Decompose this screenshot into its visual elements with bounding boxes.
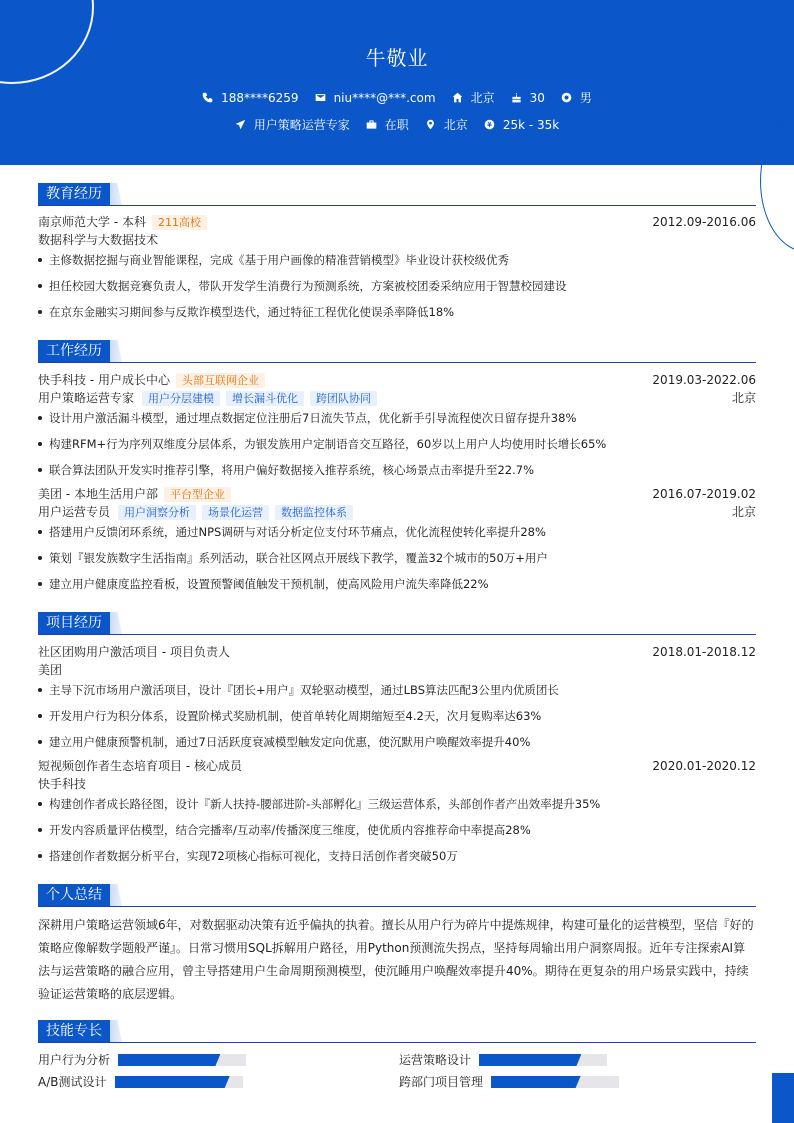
company-tag: 头部互联网企业 xyxy=(176,373,265,388)
salary-info xyxy=(484,118,559,132)
email-text: niu****@***.com xyxy=(333,90,436,105)
job-bullet: 联合算法团队开发实时推荐引擎，将用户偏好数据接入推荐系统，核心场景点击率提升至22.7% xyxy=(38,462,756,478)
education-school-line xyxy=(38,214,756,230)
project-bullet: 构建创作者成长路径图，设计『新人扶持-腰部进阶-头部孵化』三级运营体系，头部创作者产出效率提升35% xyxy=(38,796,756,812)
summary-section-title xyxy=(38,884,756,907)
job-bullet: 策划『银发族数字生活指南』系列活动，联合社区网点开展线下教学，覆盖32个城市的50万+用户 xyxy=(38,550,756,566)
project-name-line xyxy=(38,758,756,774)
project-org: 快手科技 xyxy=(38,777,87,791)
skill-tag: 用户洞察分析 xyxy=(118,505,196,520)
heading-decoration xyxy=(110,183,122,205)
education-bullet: 主修数据挖掘与商业智能课程，完成《基于用户画像的精准营销模型》毕业设计获校级优秀 xyxy=(38,252,756,268)
job-role: 用户运营专员 xyxy=(38,505,111,519)
project-org: 美团 xyxy=(38,663,63,677)
job-role-line xyxy=(38,390,756,406)
project-date: 2020.01-2020.12 xyxy=(652,759,756,773)
heading-decoration xyxy=(110,884,122,906)
home-text: 北京 xyxy=(470,91,495,105)
contact-row xyxy=(0,89,794,106)
heading-decoration xyxy=(110,1020,122,1042)
skill-item xyxy=(399,1074,619,1090)
skill-label: A/B测试设计 xyxy=(38,1075,107,1089)
skill-tag: 用户分层建模 xyxy=(142,391,220,406)
skill-bar-fill xyxy=(491,1076,581,1088)
education-bullet: 在京东金融实习期间参与反欺诈模型迭代，通过特征工程优化使误杀率降低18% xyxy=(38,304,756,320)
skills-section-title xyxy=(38,1020,756,1043)
school-name: 南京师范大学 - 本科 xyxy=(38,215,146,229)
skill-label: 用户行为分析 xyxy=(38,1053,111,1067)
work-section-title xyxy=(38,340,756,363)
job-company: 美团 - 本地生活用户部 xyxy=(38,487,158,501)
email-info xyxy=(315,91,436,105)
skill-bar xyxy=(479,1054,607,1066)
project-name: 短视频创作者生态培育项目 - 核心成员 xyxy=(38,759,242,773)
location-text: 北京 xyxy=(443,118,468,132)
project-bullet: 开发用户行为积分体系，设置阶梯式奖励机制，使首单转化周期缩短至4.2天，次月复购率达63% xyxy=(38,708,756,724)
project-bullet: 搭建创作者数据分析平台，实现72项核心指标可视化，支持日活创作者突破50万 xyxy=(38,848,756,864)
decorative-block xyxy=(772,1073,794,1123)
phone-info xyxy=(202,91,298,105)
projects-section-title xyxy=(38,612,756,635)
project-date: 2018.01-2018.12 xyxy=(652,645,756,659)
phone-icon xyxy=(202,92,213,103)
job-bullet: 构建RFM+行为序列双维度分层体系，为银发族用户定制语音交互路径，60岁以上用户人均使用时长增长65% xyxy=(38,436,756,452)
company-tag: 平台型企业 xyxy=(164,487,231,502)
skill-bar-fill xyxy=(479,1054,581,1066)
summary-heading: 个人总结 xyxy=(38,884,110,906)
skill-tag: 增长漏斗优化 xyxy=(226,391,304,406)
heading-decoration xyxy=(110,340,122,362)
job-date: 2016.07-2019.02 xyxy=(652,487,756,501)
age-text: 30 xyxy=(529,90,545,105)
project-name-line xyxy=(38,644,756,660)
status-text: 在职 xyxy=(384,118,409,132)
position-text: 用户策略运营专家 xyxy=(253,118,350,132)
summary-text: 深耕用户策略运营领域6年，对数据驱动决策有近乎偏执的执着。擅长从用户行为碎片中提炼规律，构建可量化的运营模型，坚信『好的策略应像解数学题般严谨』。日常习惯用SQL拆解用户路径，用Python预测流失拐点，坚持每周输出用户洞察周报。近年专注探索AI算法与运营策略的融合应用，曾主导搭建用户生命周期预测模型，使沉睡用户唤醒效率提升40%。期待在更复杂的用户场景实践中，持续验证运营策略的底层逻辑。 xyxy=(38,918,754,1001)
skill-item xyxy=(38,1052,246,1068)
job-company-line xyxy=(38,372,756,388)
home-info xyxy=(452,89,495,106)
send-icon xyxy=(235,119,246,130)
project-bullet: 主导下沉市场用户激活项目，设计『团长+用户』双轮驱动模型，通过LBS算法匹配3公里内优质团长 xyxy=(38,682,756,698)
briefcase-icon xyxy=(366,119,377,130)
skill-bar xyxy=(118,1054,246,1066)
work-heading: 工作经历 xyxy=(38,340,110,362)
education-section-title xyxy=(38,183,756,206)
email-icon xyxy=(315,92,326,103)
skill-tag: 场景化运营 xyxy=(202,505,269,520)
position-info xyxy=(235,116,350,133)
projects-heading: 项目经历 xyxy=(38,612,110,634)
skill-label: 运营策略设计 xyxy=(399,1053,472,1067)
job-date: 2019.03-2022.06 xyxy=(652,373,756,387)
skill-item xyxy=(399,1052,607,1068)
job-bullet: 设计用户激活漏斗模型，通过埋点数据定位注册后7日流失节点，优化新手引导流程使次日留存提升38% xyxy=(38,410,756,426)
skill-label: 跨部门项目管理 xyxy=(399,1075,484,1089)
home-icon xyxy=(452,92,463,103)
skill-bar-fill xyxy=(115,1076,230,1088)
status-info xyxy=(366,116,409,133)
heading-decoration xyxy=(110,612,122,634)
salary-text: 25k - 35k xyxy=(502,117,560,132)
job-intent-row xyxy=(0,116,794,133)
skills-heading: 技能专长 xyxy=(38,1020,110,1042)
education-date: 2012.09-2016.06 xyxy=(652,215,756,229)
skill-tag: 数据监控体系 xyxy=(275,505,353,520)
phone-text: 188****6259 xyxy=(221,90,299,105)
candidate-name: 牛敬业 xyxy=(365,46,429,70)
job-bullet: 建立用户健康度监控看板，设置预警阈值触发干预机制，使高风险用户流失率降低22% xyxy=(38,576,756,592)
project-bullet: 开发内容质量评估模型，结合完播率/互动率/传播深度三维度，使优质内容推荐命中率提高28% xyxy=(38,822,756,838)
location-info xyxy=(425,116,468,133)
skill-bar xyxy=(115,1076,243,1088)
gender-info xyxy=(561,89,592,106)
job-role: 用户策略运营专家 xyxy=(38,391,135,405)
skill-bar-fill xyxy=(118,1054,220,1066)
age-info xyxy=(511,91,545,105)
education-major: 数据科学与大数据技术 xyxy=(38,233,159,247)
gender-text: 男 xyxy=(579,91,592,105)
cake-icon xyxy=(511,92,522,103)
school-tag: 211高校 xyxy=(152,215,207,230)
job-city: 北京 xyxy=(731,505,756,519)
resume-header xyxy=(0,0,794,165)
job-role-line xyxy=(38,504,756,520)
job-company-line xyxy=(38,486,756,502)
money-icon xyxy=(484,119,495,130)
location-pin-icon xyxy=(425,119,436,130)
education-heading: 教育经历 xyxy=(38,183,110,205)
project-name: 社区团购用户激活项目 - 项目负责人 xyxy=(38,645,230,659)
education-bullet: 担任校园大数据竞赛负责人，带队开发学生消费行为预测系统，方案被校团委采纳应用于智慧校园建设 xyxy=(38,278,756,294)
skill-item xyxy=(38,1074,243,1090)
skill-tag: 跨团队协同 xyxy=(310,391,377,406)
job-bullet: 搭建用户反馈闭环系统，通过NPS调研与对话分析定位支付环节痛点，优化流程使转化率提升28% xyxy=(38,524,756,540)
skill-bar xyxy=(491,1076,619,1088)
job-city: 北京 xyxy=(731,391,756,405)
project-bullet: 建立用户健康预警机制，通过7日活跃度衰减模型触发定向优惠，使沉默用户唤醒效率提升40% xyxy=(38,734,756,750)
job-company: 快手科技 - 用户成长中心 xyxy=(38,373,170,387)
gender-icon xyxy=(561,92,572,103)
